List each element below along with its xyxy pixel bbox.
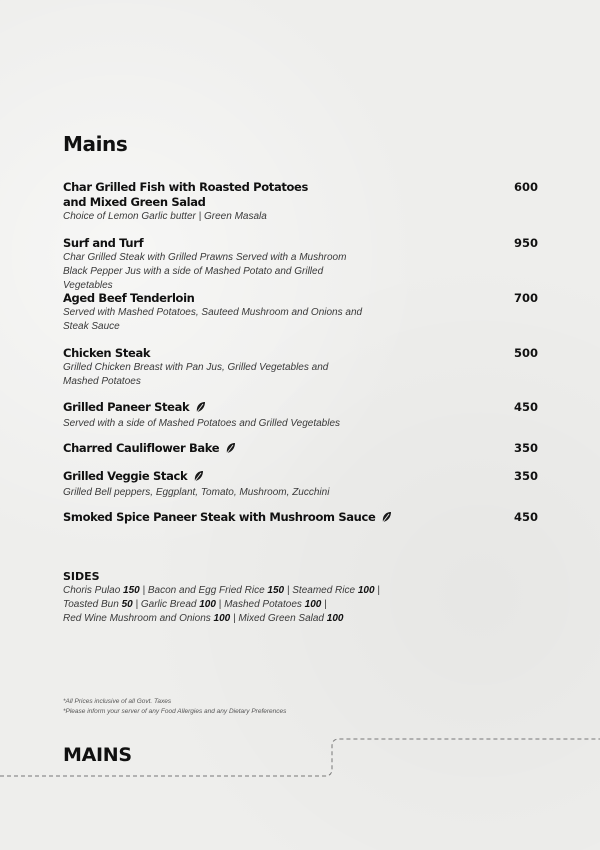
- menu-item: [63, 400, 538, 431]
- item-price: 450: [513, 510, 538, 524]
- menu-item: [63, 469, 538, 500]
- item-name: Grilled Veggie Stack: [63, 469, 188, 483]
- item-price: 700: [513, 291, 538, 305]
- side-price: 100: [304, 599, 322, 610]
- side-name: Red Wine Mushroom and Onions: [63, 613, 211, 624]
- menu-item: [63, 236, 538, 293]
- item-description: Grilled Bell peppers, Eggplant, Tomato, Mushroom, Zucchini: [63, 487, 330, 498]
- side-price: 100: [199, 599, 216, 610]
- menu-item: [63, 510, 538, 527]
- item-name: Aged Beef Tenderloin: [63, 291, 195, 305]
- item-name: Chicken Steak: [63, 346, 151, 360]
- item-name: Surf and Turf: [63, 236, 144, 250]
- item-price: 600: [513, 180, 538, 194]
- item-description: Grilled Chicken Breast with Pan Jus, Grilled Vegetables and Mashed Potatoes: [63, 362, 329, 387]
- leaf-icon: [381, 511, 392, 527]
- menu-item: [63, 441, 538, 458]
- item-price: 450: [513, 400, 538, 414]
- menu-item: [63, 180, 538, 224]
- side-price: 100: [213, 613, 231, 624]
- item-description: Choice of Lemon Garlic butter | Green Masala: [63, 211, 267, 222]
- leaf-icon: [193, 470, 204, 486]
- item-price: 500: [513, 346, 538, 360]
- menu-item: [63, 291, 538, 334]
- side-name: Mashed Potatoes: [224, 599, 302, 610]
- sides-section: [63, 570, 383, 626]
- menu-item: [63, 346, 538, 389]
- side-price: 50: [121, 599, 133, 610]
- item-name: Grilled Paneer Steak: [63, 400, 190, 414]
- side-name: Bacon and Egg Fried Rice: [147, 585, 265, 596]
- leaf-icon: [225, 442, 236, 458]
- item-name: Smoked Spice Paneer Steak with Mushroom Sauce: [63, 510, 376, 524]
- side-price: 100: [326, 613, 344, 624]
- item-description: Char Grilled Steak with Grilled Prawns Served with a Mushroom Black Pepper Jus with a side of Mashed Potato and Grilled Vegetables: [63, 252, 347, 291]
- sides-title: SIDES: [63, 570, 100, 583]
- page-title: Mains: [63, 132, 128, 156]
- side-price: 100: [357, 585, 375, 596]
- item-price: 950: [513, 236, 538, 250]
- leaf-icon: [195, 401, 206, 417]
- section-label: MAINS: [63, 744, 132, 766]
- footnotes: [63, 697, 286, 717]
- side-name: Choris Pulao: [63, 585, 121, 596]
- side-name: Mixed Green Salad: [238, 613, 324, 624]
- side-name: Garlic Bread: [140, 599, 197, 610]
- item-name: Charred Cauliflower Bake: [63, 441, 220, 455]
- sides-list: Choris Pulao 150 | Bacon and Egg Fried Rice 150 | Steamed Rice 100 | Toasted Bun 50 | Garlic Bread 100 | Mashed Potatoes 100 | Red Wine Mushroom and Onions 100 | Mixed Green Salad 100: [63, 585, 380, 624]
- footnote-taxes: *All Prices inclusive of all Govt. Taxes: [63, 698, 172, 705]
- side-price: 150: [267, 585, 285, 596]
- side-name: Steamed Rice: [292, 585, 356, 596]
- side-price: 150: [123, 585, 140, 596]
- item-price: 350: [513, 469, 538, 483]
- side-name: Toasted Bun: [63, 599, 119, 610]
- item-description: Served with a side of Mashed Potatoes and Grilled Vegetables: [63, 418, 341, 429]
- item-price: 350: [513, 441, 538, 455]
- item-name: Char Grilled Fish with Roasted Potatoes and Mixed Green Salad: [63, 180, 308, 209]
- footnote-allergies: *Please inform your server of any Food Allergies and any Dietary Preferences: [63, 708, 287, 715]
- item-description: Served with Mashed Potatoes, Sauteed Mushroom and Onions and Steak Sauce: [63, 307, 363, 332]
